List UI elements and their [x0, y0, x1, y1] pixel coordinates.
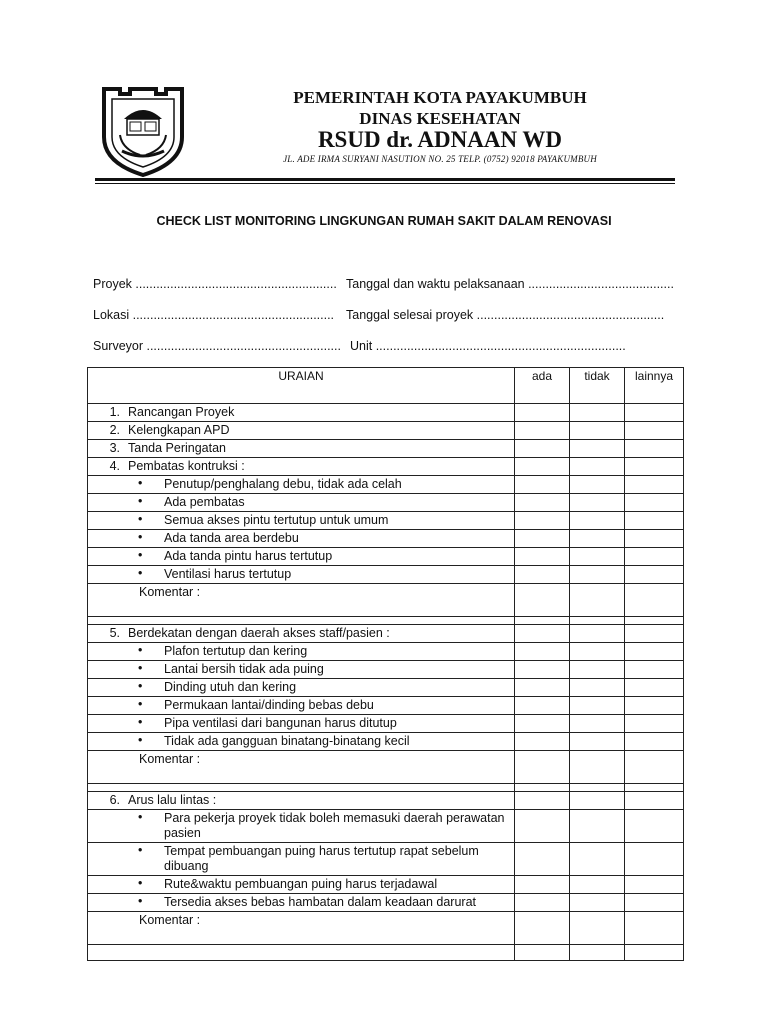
- ada-cell[interactable]: [515, 440, 570, 458]
- bullet-item: • Para pekerja proyek tidak boleh memasuki daerah perawatan pasien: [88, 810, 515, 843]
- lainnya-cell[interactable]: [625, 733, 684, 751]
- field-proyek: Proyek ..........................................................: [93, 277, 337, 291]
- field-lokasi: Lokasi ..........................................................: [93, 308, 335, 322]
- section-label: Tanda Peringatan: [128, 441, 226, 455]
- ada-cell[interactable]: [515, 751, 570, 784]
- tidak-cell[interactable]: [570, 530, 625, 548]
- bullet-item-row: [88, 876, 684, 894]
- ada-cell[interactable]: [515, 697, 570, 715]
- section-cell: [88, 440, 515, 458]
- bullet-item-row: [88, 733, 684, 751]
- header-divider-thick: [95, 178, 675, 181]
- bullet-item-row: [88, 843, 684, 876]
- lainnya-cell[interactable]: [625, 784, 684, 792]
- tidak-cell[interactable]: [570, 422, 625, 440]
- tidak-cell[interactable]: [570, 548, 625, 566]
- ada-cell[interactable]: [515, 617, 570, 625]
- comment-row: [88, 584, 684, 617]
- field-unit: Unit ........................................................................: [350, 339, 626, 353]
- lainnya-cell[interactable]: [625, 617, 684, 625]
- comment-label: Komentar :: [88, 751, 515, 784]
- lainnya-cell[interactable]: [625, 530, 684, 548]
- section-label: Kelengkapan APD: [128, 423, 230, 437]
- tidak-cell[interactable]: [570, 912, 625, 945]
- tidak-cell[interactable]: [570, 894, 625, 912]
- comment-label: Komentar :: [88, 584, 515, 617]
- lainnya-cell[interactable]: [625, 566, 684, 584]
- lainnya-cell[interactable]: [625, 476, 684, 494]
- spacer-row: [88, 617, 684, 625]
- ada-cell[interactable]: [515, 876, 570, 894]
- lainnya-cell[interactable]: [625, 715, 684, 733]
- section-row: [88, 625, 684, 643]
- ada-cell[interactable]: [515, 566, 570, 584]
- bullet-item: • Permukaan lantai/dinding bebas debu: [88, 697, 515, 715]
- bullet-item-row: [88, 697, 684, 715]
- document-title: CHECK LIST MONITORING LINGKUNGAN RUMAH SAKIT DALAM RENOVASI: [156, 214, 612, 228]
- bullet-item: • Rute&waktu pembuangan puing harus terjadawal: [88, 876, 515, 894]
- header-lainnya: lainnya: [625, 368, 684, 404]
- bullet-item-row: [88, 512, 684, 530]
- tidak-cell[interactable]: [570, 697, 625, 715]
- section-row: [88, 422, 684, 440]
- tidak-cell[interactable]: [570, 751, 625, 784]
- section-cell: [88, 422, 515, 440]
- ada-cell[interactable]: [515, 476, 570, 494]
- spacer-cell: [88, 784, 515, 792]
- ada-cell[interactable]: [515, 894, 570, 912]
- bullet-item-row: [88, 494, 684, 512]
- lainnya-cell[interactable]: [625, 697, 684, 715]
- bullet-item: • Ada tanda area berdebu: [88, 530, 515, 548]
- tidak-cell[interactable]: [570, 810, 625, 843]
- bullet-item: • Tempat pembuangan puing harus tertutup rapat sebelum dibuang: [88, 843, 515, 876]
- field-tanggal-selesai: Tanggal selesai proyek ......................................................: [346, 308, 665, 322]
- section-cell: [88, 625, 515, 643]
- tidak-cell[interactable]: [570, 625, 625, 643]
- ada-cell[interactable]: [515, 404, 570, 422]
- tidak-cell[interactable]: [570, 643, 625, 661]
- tidak-cell[interactable]: [570, 784, 625, 792]
- section-label: Rancangan Proyek: [128, 405, 235, 419]
- spacer-row: [88, 784, 684, 792]
- tidak-cell[interactable]: [570, 617, 625, 625]
- ada-cell[interactable]: [515, 810, 570, 843]
- bullet-item: • Ada pembatas: [88, 494, 515, 512]
- lainnya-cell[interactable]: [625, 512, 684, 530]
- bullet-item: • Dinding utuh dan kering: [88, 679, 515, 697]
- lainnya-cell[interactable]: [625, 458, 684, 476]
- ada-cell[interactable]: [515, 512, 570, 530]
- trailing-empty-row: [88, 945, 684, 961]
- bullet-item-row: [88, 530, 684, 548]
- header-uraian: URAIAN: [88, 368, 515, 404]
- bullet-item: • Tersedia akses bebas hambatan dalam keadaan darurat: [88, 894, 515, 912]
- tidak-cell[interactable]: [570, 566, 625, 584]
- ada-cell[interactable]: [515, 530, 570, 548]
- bullet-item: • Semua akses pintu tertutup untuk umum: [88, 512, 515, 530]
- bullet-item-row: [88, 894, 684, 912]
- tidak-cell[interactable]: [570, 404, 625, 422]
- section-row: [88, 404, 684, 422]
- tidak-cell[interactable]: [570, 494, 625, 512]
- tidak-cell[interactable]: [570, 679, 625, 697]
- section-label: Pembatas kontruksi :: [128, 459, 245, 473]
- lainnya-cell[interactable]: [625, 894, 684, 912]
- tidak-cell[interactable]: [570, 661, 625, 679]
- bullet-item-row: [88, 679, 684, 697]
- section-number: 3.: [109, 441, 120, 455]
- bullet-item: • Pipa ventilasi dari bangunan harus ditutup: [88, 715, 515, 733]
- bullet-item-row: [88, 715, 684, 733]
- bullet-item-row: [88, 661, 684, 679]
- section-label: Arus lalu lintas :: [128, 793, 217, 807]
- header-tidak: tidak: [570, 368, 625, 404]
- ada-cell[interactable]: [515, 548, 570, 566]
- lainnya-cell[interactable]: [625, 810, 684, 843]
- checklist-table: [87, 367, 684, 961]
- ada-cell[interactable]: [515, 843, 570, 876]
- lainnya-cell[interactable]: [625, 679, 684, 697]
- ada-cell[interactable]: [515, 458, 570, 476]
- bullet-item-row: [88, 566, 684, 584]
- tidak-cell[interactable]: [570, 843, 625, 876]
- lainnya-cell[interactable]: [625, 494, 684, 512]
- spacer-cell: [88, 617, 515, 625]
- tidak-cell[interactable]: [570, 715, 625, 733]
- lainnya-cell[interactable]: [625, 945, 684, 961]
- section-cell: [88, 458, 515, 476]
- header-address: JL. ADE IRMA SURYANI NASUTION NO. 25 TELP. (0752) 92018 PAYAKUMBUH: [283, 154, 597, 164]
- lainnya-cell[interactable]: [625, 843, 684, 876]
- section-number: 1.: [109, 405, 120, 419]
- trailing-empty-cell: [88, 945, 515, 961]
- section-row: [88, 458, 684, 476]
- bullet-item: • Penutup/penghalang debu, tidak ada celah: [88, 476, 515, 494]
- ada-cell[interactable]: [515, 679, 570, 697]
- ada-cell[interactable]: [515, 584, 570, 617]
- ada-cell[interactable]: [515, 733, 570, 751]
- lainnya-cell[interactable]: [625, 661, 684, 679]
- header-government: PEMERINTAH KOTA PAYAKUMBUH: [293, 88, 587, 107]
- lainnya-cell[interactable]: [625, 792, 684, 810]
- header-divider-thin: [95, 183, 675, 184]
- tidak-cell[interactable]: [570, 733, 625, 751]
- tidak-cell[interactable]: [570, 792, 625, 810]
- lainnya-cell[interactable]: [625, 643, 684, 661]
- section-number: 5.: [109, 626, 120, 640]
- section-number: 2.: [109, 423, 120, 437]
- bullet-item: • Ventilasi harus tertutup: [88, 566, 515, 584]
- comment-row: [88, 751, 684, 784]
- ada-cell[interactable]: [515, 792, 570, 810]
- ada-cell[interactable]: [515, 494, 570, 512]
- lainnya-cell[interactable]: [625, 876, 684, 894]
- bullet-item-row: [88, 476, 684, 494]
- lainnya-cell[interactable]: [625, 751, 684, 784]
- ada-cell[interactable]: [515, 422, 570, 440]
- ada-cell[interactable]: [515, 661, 570, 679]
- bullet-item-row: [88, 548, 684, 566]
- section-row: [88, 792, 684, 810]
- ada-cell[interactable]: [515, 715, 570, 733]
- table-header-row: [88, 368, 684, 404]
- section-label: Berdekatan dengan daerah akses staff/pasien :: [128, 626, 390, 640]
- comment-label: Komentar :: [88, 912, 515, 945]
- bullet-item: • Ada tanda pintu harus tertutup: [88, 548, 515, 566]
- lainnya-cell[interactable]: [625, 404, 684, 422]
- tidak-cell[interactable]: [570, 512, 625, 530]
- field-surveyor: Surveyor ........................................................: [93, 339, 341, 353]
- section-number: 6.: [109, 793, 120, 807]
- ada-cell[interactable]: [515, 625, 570, 643]
- tidak-cell[interactable]: [570, 876, 625, 894]
- ada-cell[interactable]: [515, 912, 570, 945]
- section-cell: [88, 404, 515, 422]
- ada-cell[interactable]: [515, 784, 570, 792]
- tidak-cell[interactable]: [570, 458, 625, 476]
- lainnya-cell[interactable]: [625, 422, 684, 440]
- tidak-cell[interactable]: [570, 476, 625, 494]
- lainnya-cell[interactable]: [625, 625, 684, 643]
- header-department: DINAS KESEHATAN: [359, 109, 521, 128]
- header-ada: ada: [515, 368, 570, 404]
- section-row: [88, 440, 684, 458]
- city-crest-logo: [100, 85, 186, 177]
- section-number: 4.: [109, 459, 120, 473]
- lainnya-cell[interactable]: [625, 584, 684, 617]
- tidak-cell[interactable]: [570, 945, 625, 961]
- bullet-item: • Lantai bersih tidak ada puing: [88, 661, 515, 679]
- lainnya-cell[interactable]: [625, 912, 684, 945]
- bullet-item-row: [88, 810, 684, 843]
- bullet-item-row: [88, 643, 684, 661]
- section-cell: [88, 792, 515, 810]
- comment-row: [88, 912, 684, 945]
- ada-cell[interactable]: [515, 945, 570, 961]
- bullet-item: • Plafon tertutup dan kering: [88, 643, 515, 661]
- lainnya-cell[interactable]: [625, 440, 684, 458]
- lainnya-cell[interactable]: [625, 548, 684, 566]
- header-hospital-name: RSUD dr. ADNAAN WD: [317, 127, 563, 152]
- ada-cell[interactable]: [515, 643, 570, 661]
- field-tanggal-pelaksanaan: Tanggal dan waktu pelaksanaan ..........................................: [346, 277, 674, 291]
- tidak-cell[interactable]: [570, 440, 625, 458]
- bullet-item: • Tidak ada gangguan binatang-binatang kecil: [88, 733, 515, 751]
- tidak-cell[interactable]: [570, 584, 625, 617]
